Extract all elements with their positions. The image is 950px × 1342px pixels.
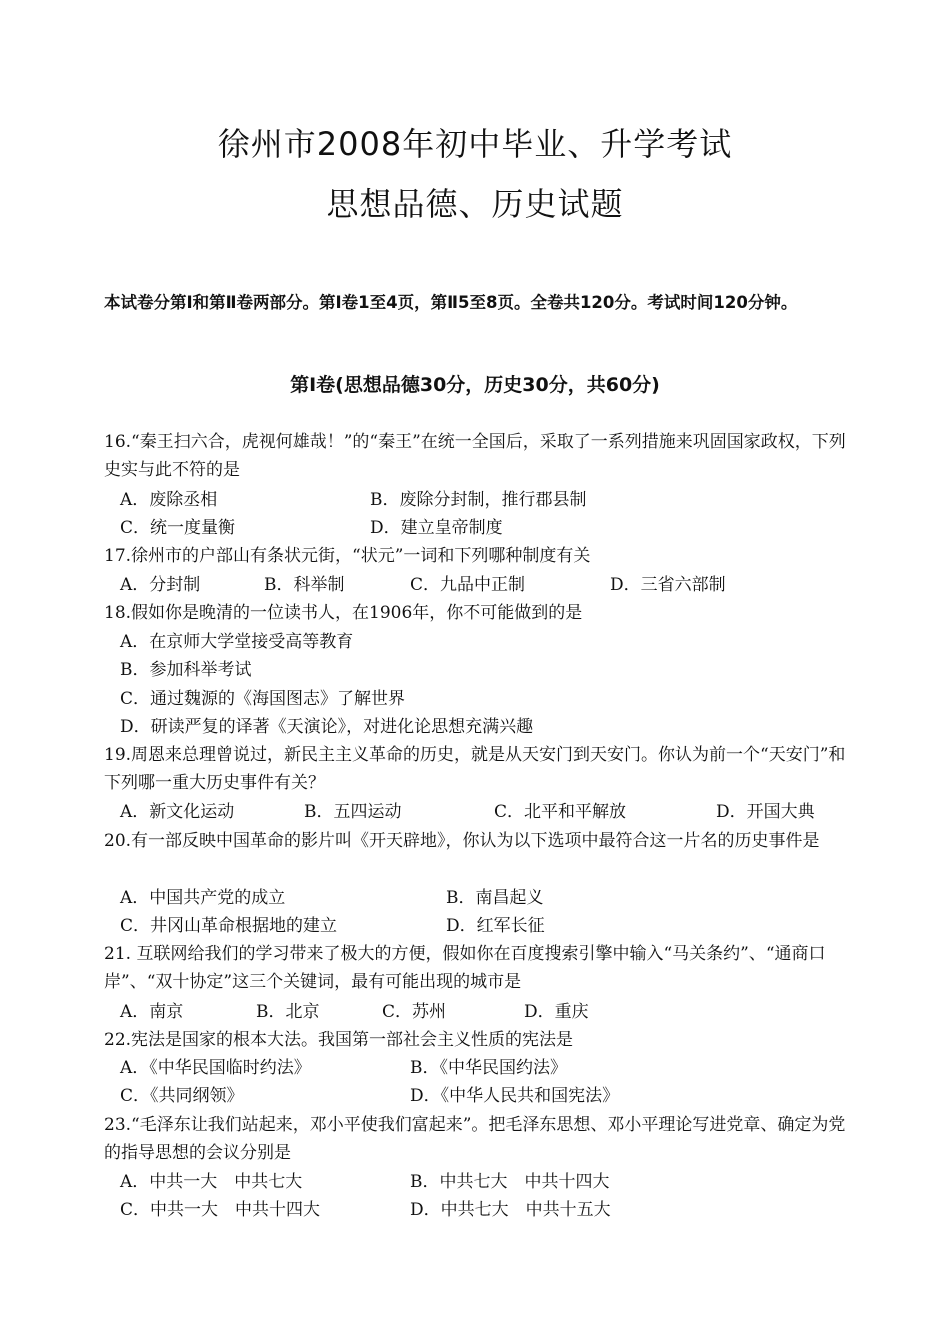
question-23-stem: 23.“毛泽东让我们站起来，邓小平使我们富起来”。把毛泽东思想、邓小平理论写进党章、确定为党的指导思想的会议分别是 [104, 1115, 846, 1163]
q16-option-d[interactable]: D．建立皇帝制度 [370, 518, 503, 538]
q23-option-b[interactable]: B．中共七大 中共十四大 [410, 1172, 610, 1192]
q19-option-b[interactable]: B．五四运动 [304, 802, 402, 822]
exam-title-line1: 徐州市2008年初中毕业、升学考试 [217, 125, 733, 163]
q22-option-a[interactable]: A．《中华民国临时约法》 [120, 1058, 311, 1078]
q18-option-b[interactable]: B．参加科举考试 [120, 660, 252, 680]
q20-option-c[interactable]: C．井冈山革命根据地的建立 [120, 916, 338, 936]
q17-option-b[interactable]: B．科举制 [264, 575, 345, 595]
question-19-stem: 19.周恩来总理曾说过，新民主主义革命的历史，就是从天安门到天安门。你认为前一个“天安门”和下列哪一重大历史事件有关？ [104, 745, 846, 793]
q18-option-d[interactable]: D．研读严复的译著《天演论》，对进化论思想充满兴趣 [120, 717, 534, 737]
q17-option-c[interactable]: C．九品中正制 [410, 575, 526, 595]
exam-instructions: 本试卷分第Ⅰ和第Ⅱ卷两部分。第Ⅰ卷1至4页，第Ⅱ5至8页。全卷共120分。考试时间120分钟。 [104, 293, 798, 312]
q20-option-b[interactable]: B．南昌起义 [446, 888, 544, 908]
question-18-stem: 18.假如你是晚清的一位读书人，在1906年，你不可能做到的是 [104, 603, 583, 623]
q20-option-d[interactable]: D．红军长征 [446, 916, 545, 936]
q23-option-d[interactable]: D．中共七大 中共十五大 [410, 1200, 611, 1220]
q22-option-c[interactable]: C．《共同纲领》 [120, 1086, 244, 1106]
section-title: 第Ⅰ卷(思想品德30分，历史30分，共60分) [290, 374, 660, 396]
q19-option-a[interactable]: A．新文化运动 [120, 802, 235, 822]
q21-option-b[interactable]: B．北京 [256, 1002, 320, 1022]
q18-option-a[interactable]: A．在京师大学堂接受高等教育 [120, 632, 354, 652]
q21-option-c[interactable]: C．苏州 [382, 1002, 447, 1022]
q23-option-a[interactable]: A．中共一大 中共七大 [120, 1172, 303, 1192]
q17-option-d[interactable]: D．三省六部制 [610, 575, 726, 595]
q19-option-c[interactable]: C．北平和平解放 [494, 802, 627, 822]
question-16-stem: 16.“秦王扫六合，虎视何雄哉！”的“秦王”在统一全国后，采取了一系列措施来巩固国家政权，下列史实与此不符的是 [104, 432, 846, 480]
q16-option-b[interactable]: B．废除分封制，推行郡县制 [370, 490, 587, 510]
exam-title-line2: 思想品德、历史试题 [326, 185, 624, 223]
question-17-stem: 17.徐州市的户部山有条状元街，“状元”一词和下列哪种制度有关 [104, 546, 591, 566]
q19-option-d[interactable]: D．开国大典 [716, 802, 815, 822]
q21-option-a[interactable]: A．南京 [120, 1002, 184, 1022]
q16-option-c[interactable]: C．统一度量衡 [120, 518, 236, 538]
q18-option-c[interactable]: C．通过魏源的《海国图志》了解世界 [120, 689, 406, 709]
q22-option-b[interactable]: B．《中华民国约法》 [410, 1058, 567, 1078]
q17-option-a[interactable]: A．分封制 [120, 575, 201, 595]
question-22-stem: 22.宪法是国家的根本大法。我国第一部社会主义性质的宪法是 [104, 1030, 574, 1050]
question-21-stem: 21. 互联网给我们的学习带来了极大的方便，假如你在百度搜索引擎中输入“马关条约”、“通商口岸”、“双十协定”这三个关键词，最有可能出现的城市是 [104, 944, 826, 992]
q16-option-a[interactable]: A．废除丞相 [120, 490, 218, 510]
question-20-stem: 20.有一部反映中国革命的影片叫《开天辟地》，你认为以下选项中最符合这一片名的历史事件是 [104, 831, 820, 851]
q22-option-d[interactable]: D．《中华人民共和国宪法》 [410, 1086, 620, 1106]
q23-option-c[interactable]: C．中共一大 中共十四大 [120, 1200, 321, 1220]
q20-option-a[interactable]: A．中国共产党的成立 [120, 888, 286, 908]
q21-option-d[interactable]: D．重庆 [524, 1002, 589, 1022]
